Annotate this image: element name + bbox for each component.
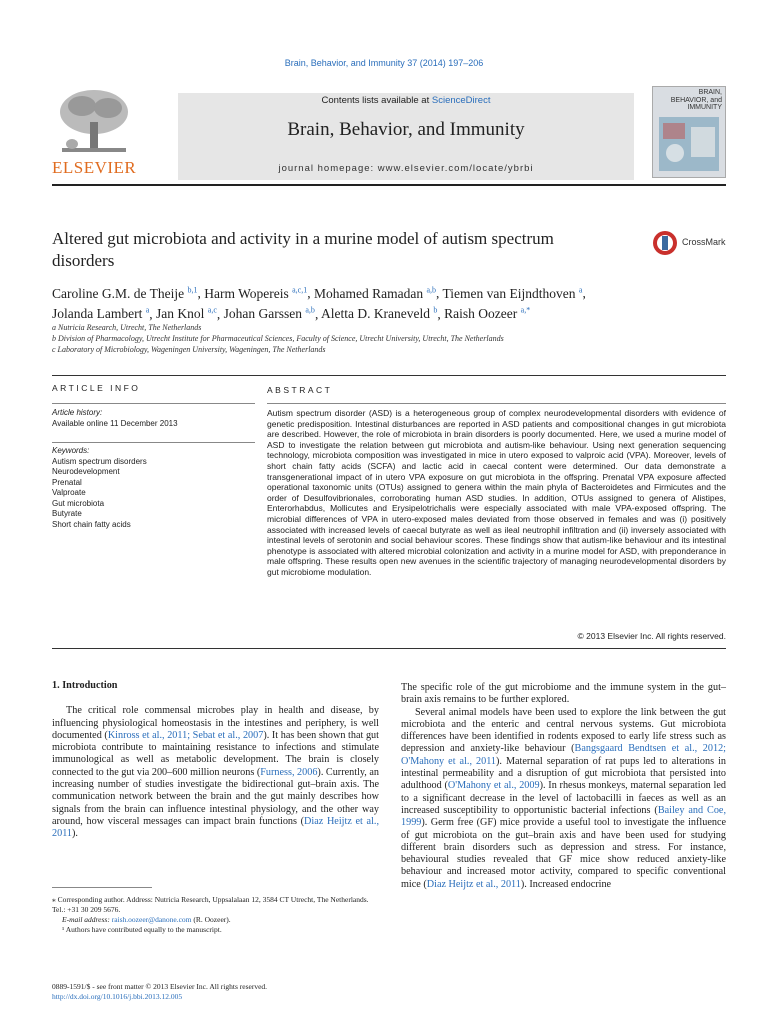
article-title: Altered gut microbiota and activity in a murine model of autism spectrum disorders xyxy=(52,229,554,270)
intro-heading: 1. Introduction xyxy=(52,680,118,691)
keyword: Short chain fatty acids xyxy=(52,519,131,529)
body-paragraph: Several animal models have been used to explore the link between the gut microbiota and the enteric and central nervous systems. Gut microbiota differences have been identified in rodents exposed to early life stress such as depression and anxiety-like behaviour (Bangsgaard Bendtsen et al., 2012; O'Mahony et al., 2011). Maternal separation of rat pups led to alterations in intestinal permeability and a disruption of gut microbiota that persisted into adulthood (O'Mahony et al., 2009). In rhesus monkeys, maternal separation led to a significant decrease in the level of lactobacilli in faeces as well as an increased susceptibility to opportunistic bacterial infections (Bailey and Coe, 1999). Germ free (GF) mice provide a useful tool to investigate the influence of gut microbiota on the gut–brain axis and have been used for studying different brain disorders such as depression and stress. For instance, behavioural studies revealed that GF mice show reduced anxiety-like behaviour and increased motor activity, compared to specific conventional mice (Diaz Heijtz et al., 2011). Increased endocrine xyxy=(401,706,727,890)
journal-cover[interactable] xyxy=(652,86,726,178)
citation-link[interactable]: Kinross et al., 2011; Sebat et al., 2007 xyxy=(107,729,264,741)
author[interactable]: Raish Oozeer $^{a,*}$ xyxy=(444,305,531,321)
keywords-block xyxy=(52,446,252,530)
author[interactable]: Jolanda Lambert $^a$ xyxy=(52,305,150,321)
author[interactable]: Jan Knol $^{a,c}$ xyxy=(156,305,217,321)
info-rule xyxy=(52,375,726,376)
keyword: Butyrate xyxy=(52,509,82,518)
author[interactable]: Mohamed Ramadan $^{a,b}$ xyxy=(313,285,437,301)
keyword: Gut microbiota xyxy=(52,498,105,508)
header-rule xyxy=(52,184,726,186)
author-list: Caroline G.M. de Theije $^{b,1}$, Harm Wopereis $^{a,c,1}$, Mohamed Ramadan $^{a,b}$, Tiemen van Eijndthoven $^a$, Jolanda Lambert $^a$, Jan Knol $^{a,c}$, Johan Garssen $^{a,b}$, Aletta D. Kraneveld $^b$, Raish Oozeer $^{a,*}$ xyxy=(52,285,586,321)
article-info-rule xyxy=(52,403,255,404)
citation-link[interactable]: Bangsgaard Bendtsen et al., 2012; O'Mahony et al., 2011 xyxy=(401,743,727,767)
cover-illustration-icon xyxy=(659,117,719,171)
article-info-heading: ARTICLE INFO xyxy=(52,383,141,393)
journal-homepage[interactable]: journal homepage: www.elsevier.com/locate/ybrbi xyxy=(278,163,534,174)
cover-title: BRAIN, BEHAVIOR, and IMMUNITY xyxy=(670,89,722,111)
keyword: Prenatal xyxy=(52,477,82,487)
crossmark-badge[interactable] xyxy=(652,230,732,258)
doi-link[interactable]: http://dx.doi.org/10.1016/j.bbi.2013.12.005 xyxy=(52,992,183,1001)
article-history xyxy=(52,408,252,429)
author[interactable]: Johan Garssen $^{a,b}$ xyxy=(223,305,315,321)
elsevier-logo xyxy=(52,86,136,178)
cover-image xyxy=(659,117,719,171)
footnote-rule xyxy=(52,887,152,888)
affiliation: b Division of Pharmacology, Utrecht Institute for Pharmaceutical Sciences, Faculty of Science, Utrecht University, Utrecht, The Netherlands xyxy=(52,334,504,343)
affiliation: c Laboratory of Microbiology, Wageningen University, Wageningen, The Netherlands xyxy=(52,345,326,354)
bottom-info xyxy=(52,982,452,1002)
author[interactable]: Aletta D. Kraneveld $^b$ xyxy=(320,305,438,321)
journal-citation[interactable]: Brain, Behavior, and Immunity 37 (2014) 197–206 xyxy=(284,58,484,68)
email-link[interactable]: raish.oozeer@danone.com xyxy=(111,915,192,924)
sciencedirect-link[interactable]: ScienceDirect xyxy=(431,95,491,106)
keywords-rule xyxy=(52,442,255,443)
tree-emblem-icon xyxy=(52,86,136,158)
history-label: Article history: xyxy=(52,408,103,417)
crossmark-icon xyxy=(652,230,678,256)
left-column xyxy=(52,680,379,841)
crossmark-label: CrossMark xyxy=(682,237,726,247)
keywords-label: Keywords: xyxy=(52,446,90,455)
right-column xyxy=(401,682,726,891)
history-value: Available online 11 December 2013 xyxy=(52,418,178,428)
citation-link[interactable]: Diaz Heijtz et al., 2011 xyxy=(426,878,521,890)
abstract-bottom-rule xyxy=(52,648,726,649)
keyword: Valproate xyxy=(52,488,86,497)
abstract-heading: ABSTRACT xyxy=(267,385,333,395)
affiliation: a Nutricia Research, Utrecht, The Netherlands xyxy=(52,323,202,332)
intro-paragraph: The critical role commensal microbes play in health and disease, by influencing physiological homeostasis in the intestines and periphery, is well documented (Kinross et al., 2011; Sebat et al., 2007). It has been shown that gut microbiota contribute to maintaining resistance to infections and stimulate immunological as well as metabolic development. The brain is closely connected to the gut via 200–600 million neurons (Furness, 2006). Currently, an increasing number of studies investigate the bidirectional gut–brain axis. The communication network between the brain and the gut mainly describes how signals from the brain can influence intestinal physiology, and the other way around, how visceral messages can impact brain functions (Diaz Heijtz et al., 2011). xyxy=(52,705,379,840)
author[interactable]: Caroline G.M. de Theije $^{b,1}$ xyxy=(52,285,198,301)
elsevier-wordmark: ELSEVIER xyxy=(52,158,137,177)
contents-line xyxy=(178,95,634,106)
affiliations xyxy=(52,322,732,355)
footnotes xyxy=(52,895,379,935)
citation-link[interactable]: Diaz Heijtz et al., 2011 xyxy=(52,815,379,840)
contents-prefix: Contents lists available at xyxy=(321,95,432,106)
email-footnote: E-mail address: raish.oozeer@danone.com (R. Oozeer). xyxy=(62,915,231,924)
citation-link[interactable]: Bailey and Coe, 1999 xyxy=(401,804,726,829)
author[interactable]: Harm Wopereis $^{a,c,1}$ xyxy=(204,285,308,301)
author[interactable]: Tiemen van Eijndthoven $^a$ xyxy=(442,285,583,301)
issn-line: 0889-1591/$ - see front matter © 2013 Elsevier Inc. All rights reserved. xyxy=(52,982,268,991)
citation-link[interactable]: O'Mahony et al., 2009 xyxy=(447,780,540,792)
body-paragraph: The specific role of the gut microbiome and the immune system in the gut–brain axis remains to be further explored. xyxy=(401,682,726,706)
citation-link[interactable]: Furness, 2006 xyxy=(260,766,318,778)
journal-title: Brain, Behavior, and Immunity xyxy=(287,119,525,140)
keyword: Autism spectrum disorders xyxy=(52,456,147,466)
equal-contribution-footnote: ¹ Authors have contributed equally to the manuscript. xyxy=(62,925,222,934)
abstract-copyright: © 2013 Elsevier Inc. All rights reserved. xyxy=(577,631,726,641)
keyword: Neurodevelopment xyxy=(52,467,120,476)
abstract-rule xyxy=(267,403,726,404)
abstract-text: Autism spectrum disorder (ASD) is a heterogeneous group of complex neurodevelopmental disorders with evidence of genetic predisposition. Intestinal disturbances are reported in ASD patients and compositional changes in gut microbiota are described. However, the role of microbiota in brain disorders is poorly documented. Here, we used a murine model of ASD to investigate the relation between gut microbiota and autism-like behaviour. Using next generation sequencing technology, microbiota composition was investigated in mice in utero exposed to valproic acid (VPA). Moreover, levels of short chain fatty acids (SCFA) and lactic acid in caecal content were determined. Our data demonstrate a transgenerational impact of in utero VPA exposure on gut microbiota in the offspring. Prenatal VPA exposure affected operational taxonomic units (OTUs) assigned to genera within the main phyla of Bacteroidetes and Firmicutes and the order of Desulfovibrionales, corroborating human ASD studies. In addition, OTUs assigned to genera of Alistipes, Enterorhabdus, Mollicutes and Erysipelotrichalis were especially associated with male VPA-exposed offspring. The microbial differences of VPA in utero-exposed males deviated from those observed in females and was (i) positively associated with increased levels of caecal butyrate as well as ileal neutrophil infiltration and (ii) inversely associated with intestinal levels of serotonin and social behaviour scores. These findings show that autism-like behaviour and its intestinal phenotype is associated with altered microbial colonization and activity in a murine model for ASD, with preponderance in male offspring. These results open new avenues in the scientific trajectory of managing neurodevelopmental disorders by gut microbiome modulation. xyxy=(267,408,726,577)
corresponding-footnote: ⁎ Corresponding author. Address: Nutricia Research, Uppsalalaan 12, 3584 CT Utrecht, The Netherlands. Tel.: +31 30 209 5676. xyxy=(52,895,369,914)
journal-banner xyxy=(178,93,634,180)
